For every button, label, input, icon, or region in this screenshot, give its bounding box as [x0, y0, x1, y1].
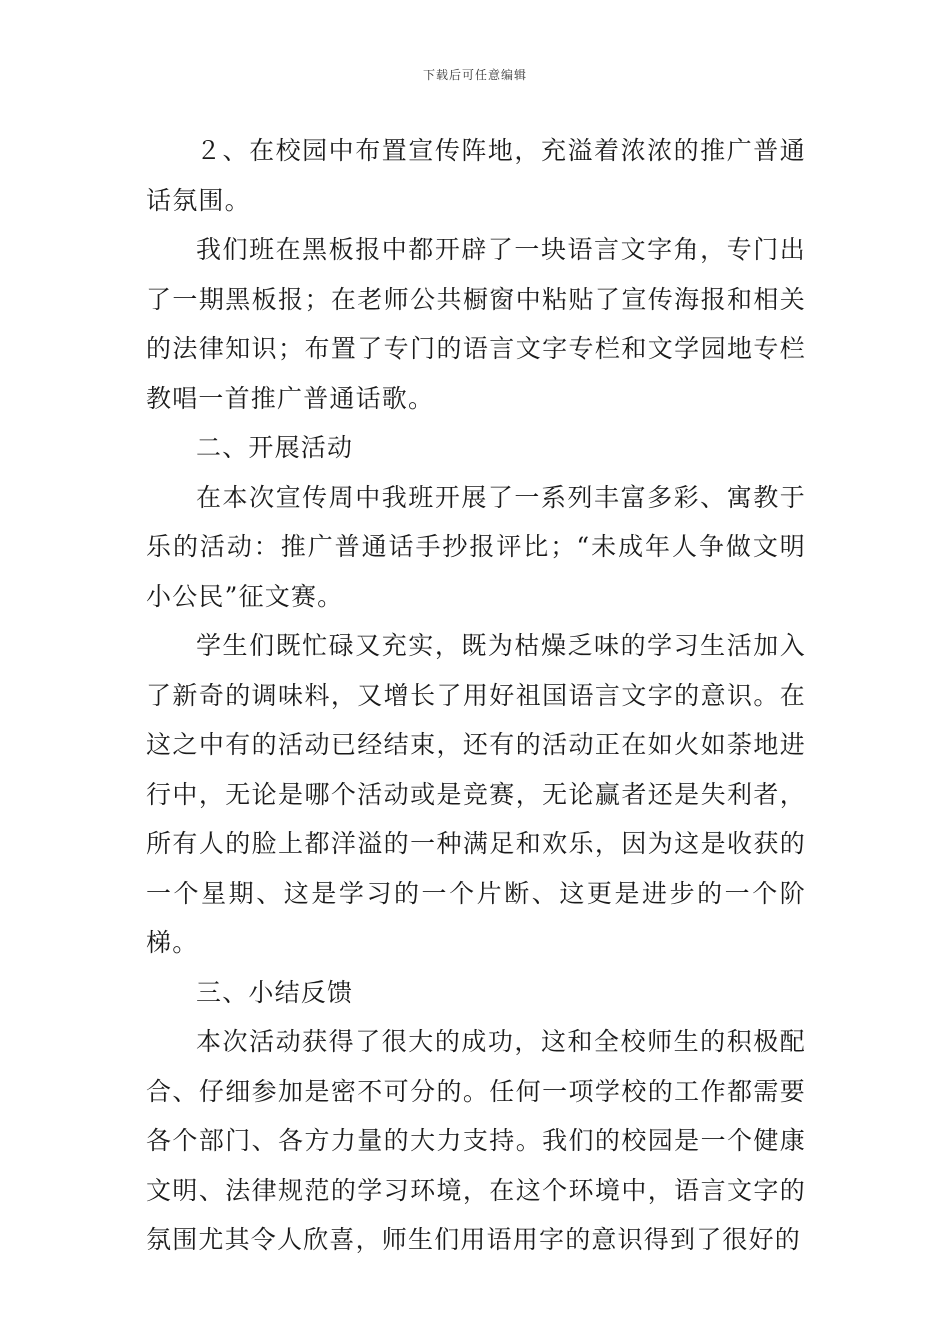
section-heading-summary: 三、小结反馈 [196, 977, 354, 1007]
paragraph-students: 学生们既忙碌又充实，既为枯燥乏味的学习生活加入了新奇的调味料，又增长了用好祖国语言文字的意识。在这之中有的活动已经结束，还有的活动正在如火如荼地进行中，无论是哪个活动或是竞赛，无论赢者还是失利者，所有人的脸上都洋溢的一种满足和欢乐，因为这是收获的一个星期、这是学习的一个片断、这更是进步的一个阶梯。 [146, 631, 806, 957]
section-heading-activities: 二、开展活动 [196, 433, 354, 462]
page-header: 下载后可任意编辑 [422, 68, 527, 82]
paragraph-blackboard: 我们班在黑板报中都开辟了一块语言文字角，专门出了一期黑板报；在老师公共橱窗中粘贴了宣传海报和相关的法律知识；布置了专门的语言文字专栏和文学园地专栏教唱一首推广普通话歌。 [146, 235, 806, 413]
paragraph-summary: 本次活动获得了很大的成功，这和全校师生的积极配合、仔细参加是密不可分的。任何一项学校的工作都需要各个部门、各方力量的大力支持。我们的校园是一个健康文明、法律规范的学习环境，在这个环境中，语言文字的氛围尤其令人欣喜，师生们用语用字的意识得到了很好的 [146, 1027, 806, 1254]
paragraph-promotion-venue: ２、在校园中布置宣传阵地，充溢着浓浓的推广普通话氛围。 [146, 136, 806, 215]
document-body [146, 126, 806, 1265]
paragraph-activities: 在本次宣传周中我班开展了一系列丰富多彩、寓教于乐的活动：推广普通话手抄报评比；“未成年人争做文明小公民”征文赛。 [146, 482, 806, 611]
